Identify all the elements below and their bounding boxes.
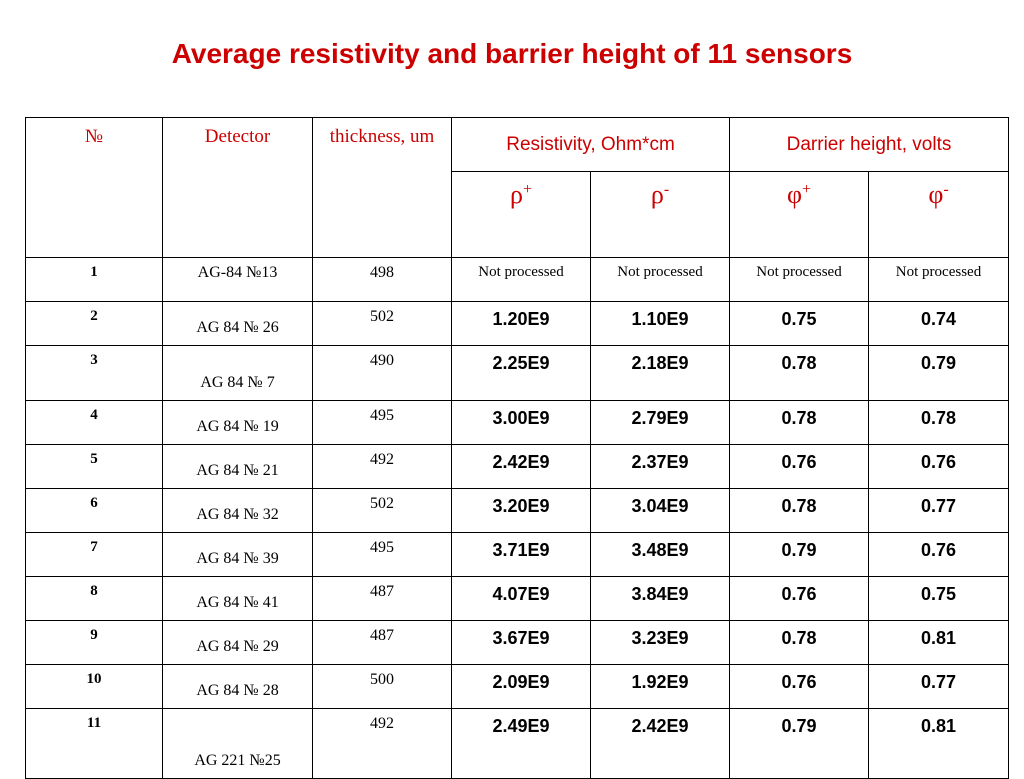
- rho-minus-cell: 2.79E9: [591, 401, 730, 445]
- phi-minus-cell: Not processed: [869, 258, 1009, 302]
- sensor-table: [25, 117, 1009, 779]
- detector-cell: AG 84 № 41: [163, 577, 313, 621]
- table-row: [26, 621, 1009, 665]
- detector-cell: AG 84 № 7: [163, 346, 313, 401]
- rho-symbol: ρ: [650, 180, 664, 209]
- rho-plus-cell: 2.42E9: [452, 445, 591, 489]
- rho-minus-cell: 2.37E9: [591, 445, 730, 489]
- phi-minus-cell: 0.74: [869, 302, 1009, 346]
- phi-plus-cell: 0.75: [730, 302, 869, 346]
- rho-minus-cell: 2.18E9: [591, 346, 730, 401]
- thickness-cell: 498: [313, 258, 452, 302]
- rho-plus-cell: 3.00E9: [452, 401, 591, 445]
- rho-minus-cell: Not processed: [591, 258, 730, 302]
- rho-plus-cell: 4.07E9: [452, 577, 591, 621]
- minus-superscript: -: [943, 181, 949, 198]
- phi-minus-cell: 0.81: [869, 709, 1009, 779]
- rho-plus-cell: 2.25E9: [452, 346, 591, 401]
- detector-cell: AG 84 № 19: [163, 401, 313, 445]
- rho-minus-cell: 3.48E9: [591, 533, 730, 577]
- phi-minus-cell: 0.76: [869, 445, 1009, 489]
- phi-plus-cell: 0.78: [730, 346, 869, 401]
- row-number-cell: 4: [26, 401, 163, 445]
- row-number-cell: 9: [26, 621, 163, 665]
- phi-plus-cell: 0.78: [730, 401, 869, 445]
- phi-symbol: φ: [928, 180, 944, 209]
- header-phi-minus: [869, 172, 1009, 258]
- phi-plus-cell: 0.76: [730, 445, 869, 489]
- table-row: [26, 577, 1009, 621]
- rho-plus-cell: 3.71E9: [452, 533, 591, 577]
- page-title: Average resistivity and barrier height of 11 sensors: [171, 38, 853, 69]
- phi-symbol: φ: [786, 180, 802, 209]
- thickness-cell: 502: [313, 489, 452, 533]
- rho-minus-cell: 3.84E9: [591, 577, 730, 621]
- table-row: [26, 401, 1009, 445]
- thickness-cell: 490: [313, 346, 452, 401]
- row-number-cell: 10: [26, 665, 163, 709]
- header-phi-plus: [730, 172, 869, 258]
- rho-minus-cell: 1.10E9: [591, 302, 730, 346]
- rho-plus-cell: 3.20E9: [452, 489, 591, 533]
- row-number-cell: 2: [26, 302, 163, 346]
- row-number-cell: 3: [26, 346, 163, 401]
- detector-cell: AG 84 № 39: [163, 533, 313, 577]
- plus-superscript: +: [801, 181, 812, 198]
- row-number-cell: 8: [26, 577, 163, 621]
- table-row: [26, 346, 1009, 401]
- rho-plus-cell: 1.20E9: [452, 302, 591, 346]
- phi-plus-cell: 0.79: [730, 533, 869, 577]
- detector-cell: AG 84 № 32: [163, 489, 313, 533]
- header-number: №: [26, 118, 163, 258]
- phi-plus-cell: 0.79: [730, 709, 869, 779]
- thickness-cell: 495: [313, 533, 452, 577]
- thickness-cell: 487: [313, 621, 452, 665]
- phi-minus-cell: 0.75: [869, 577, 1009, 621]
- thickness-cell: 492: [313, 445, 452, 489]
- detector-cell: AG 84 № 26: [163, 302, 313, 346]
- thickness-cell: 495: [313, 401, 452, 445]
- table-row: [26, 709, 1009, 779]
- rho-minus-cell: 1.92E9: [591, 665, 730, 709]
- minus-superscript: -: [663, 181, 670, 198]
- phi-plus-cell: 0.78: [730, 621, 869, 665]
- rho-plus-cell: 2.49E9: [452, 709, 591, 779]
- table-row: [26, 665, 1009, 709]
- table-row: [26, 258, 1009, 302]
- header-row: [26, 118, 1009, 172]
- phi-plus-cell: 0.76: [730, 665, 869, 709]
- phi-plus-cell: 0.76: [730, 577, 869, 621]
- table-row: [26, 302, 1009, 346]
- thickness-cell: 487: [313, 577, 452, 621]
- rho-minus-cell: 3.23E9: [591, 621, 730, 665]
- detector-cell: AG-84 №13: [163, 258, 313, 302]
- table-row: [26, 489, 1009, 533]
- rho-minus-cell: 2.42E9: [591, 709, 730, 779]
- phi-plus-cell: Not processed: [730, 258, 869, 302]
- plus-superscript: +: [522, 181, 532, 198]
- header-rho-plus: [452, 172, 591, 258]
- row-number-cell: 1: [26, 258, 163, 302]
- phi-minus-cell: 0.79: [869, 346, 1009, 401]
- phi-minus-cell: 0.77: [869, 665, 1009, 709]
- table-row: [26, 445, 1009, 489]
- header-detector: Detector: [163, 118, 313, 258]
- header-resistivity: Resistivity, Ohm*cm: [452, 118, 730, 172]
- detector-cell: AG 84 № 29: [163, 621, 313, 665]
- header-rho-minus: [591, 172, 730, 258]
- table-row: [26, 533, 1009, 577]
- phi-plus-cell: 0.78: [730, 489, 869, 533]
- phi-minus-cell: 0.77: [869, 489, 1009, 533]
- rho-minus-cell: 3.04E9: [591, 489, 730, 533]
- detector-cell: AG 221 №25: [163, 709, 313, 779]
- rho-plus-cell: 2.09E9: [452, 665, 591, 709]
- phi-minus-cell: 0.81: [869, 621, 1009, 665]
- header-thickness: thickness, um: [313, 118, 452, 258]
- phi-minus-cell: 0.78: [869, 401, 1009, 445]
- row-number-cell: 6: [26, 489, 163, 533]
- rho-plus-cell: Not processed: [452, 258, 591, 302]
- detector-cell: AG 84 № 21: [163, 445, 313, 489]
- row-number-cell: 5: [26, 445, 163, 489]
- thickness-cell: 502: [313, 302, 452, 346]
- phi-minus-cell: 0.76: [869, 533, 1009, 577]
- header-barrier-height: Darrier height, volts: [730, 118, 1009, 172]
- row-number-cell: 7: [26, 533, 163, 577]
- row-number-cell: 11: [26, 709, 163, 779]
- detector-cell: AG 84 № 28: [163, 665, 313, 709]
- rho-symbol: ρ: [509, 180, 523, 209]
- thickness-cell: 500: [313, 665, 452, 709]
- thickness-cell: 492: [313, 709, 452, 779]
- rho-plus-cell: 3.67E9: [452, 621, 591, 665]
